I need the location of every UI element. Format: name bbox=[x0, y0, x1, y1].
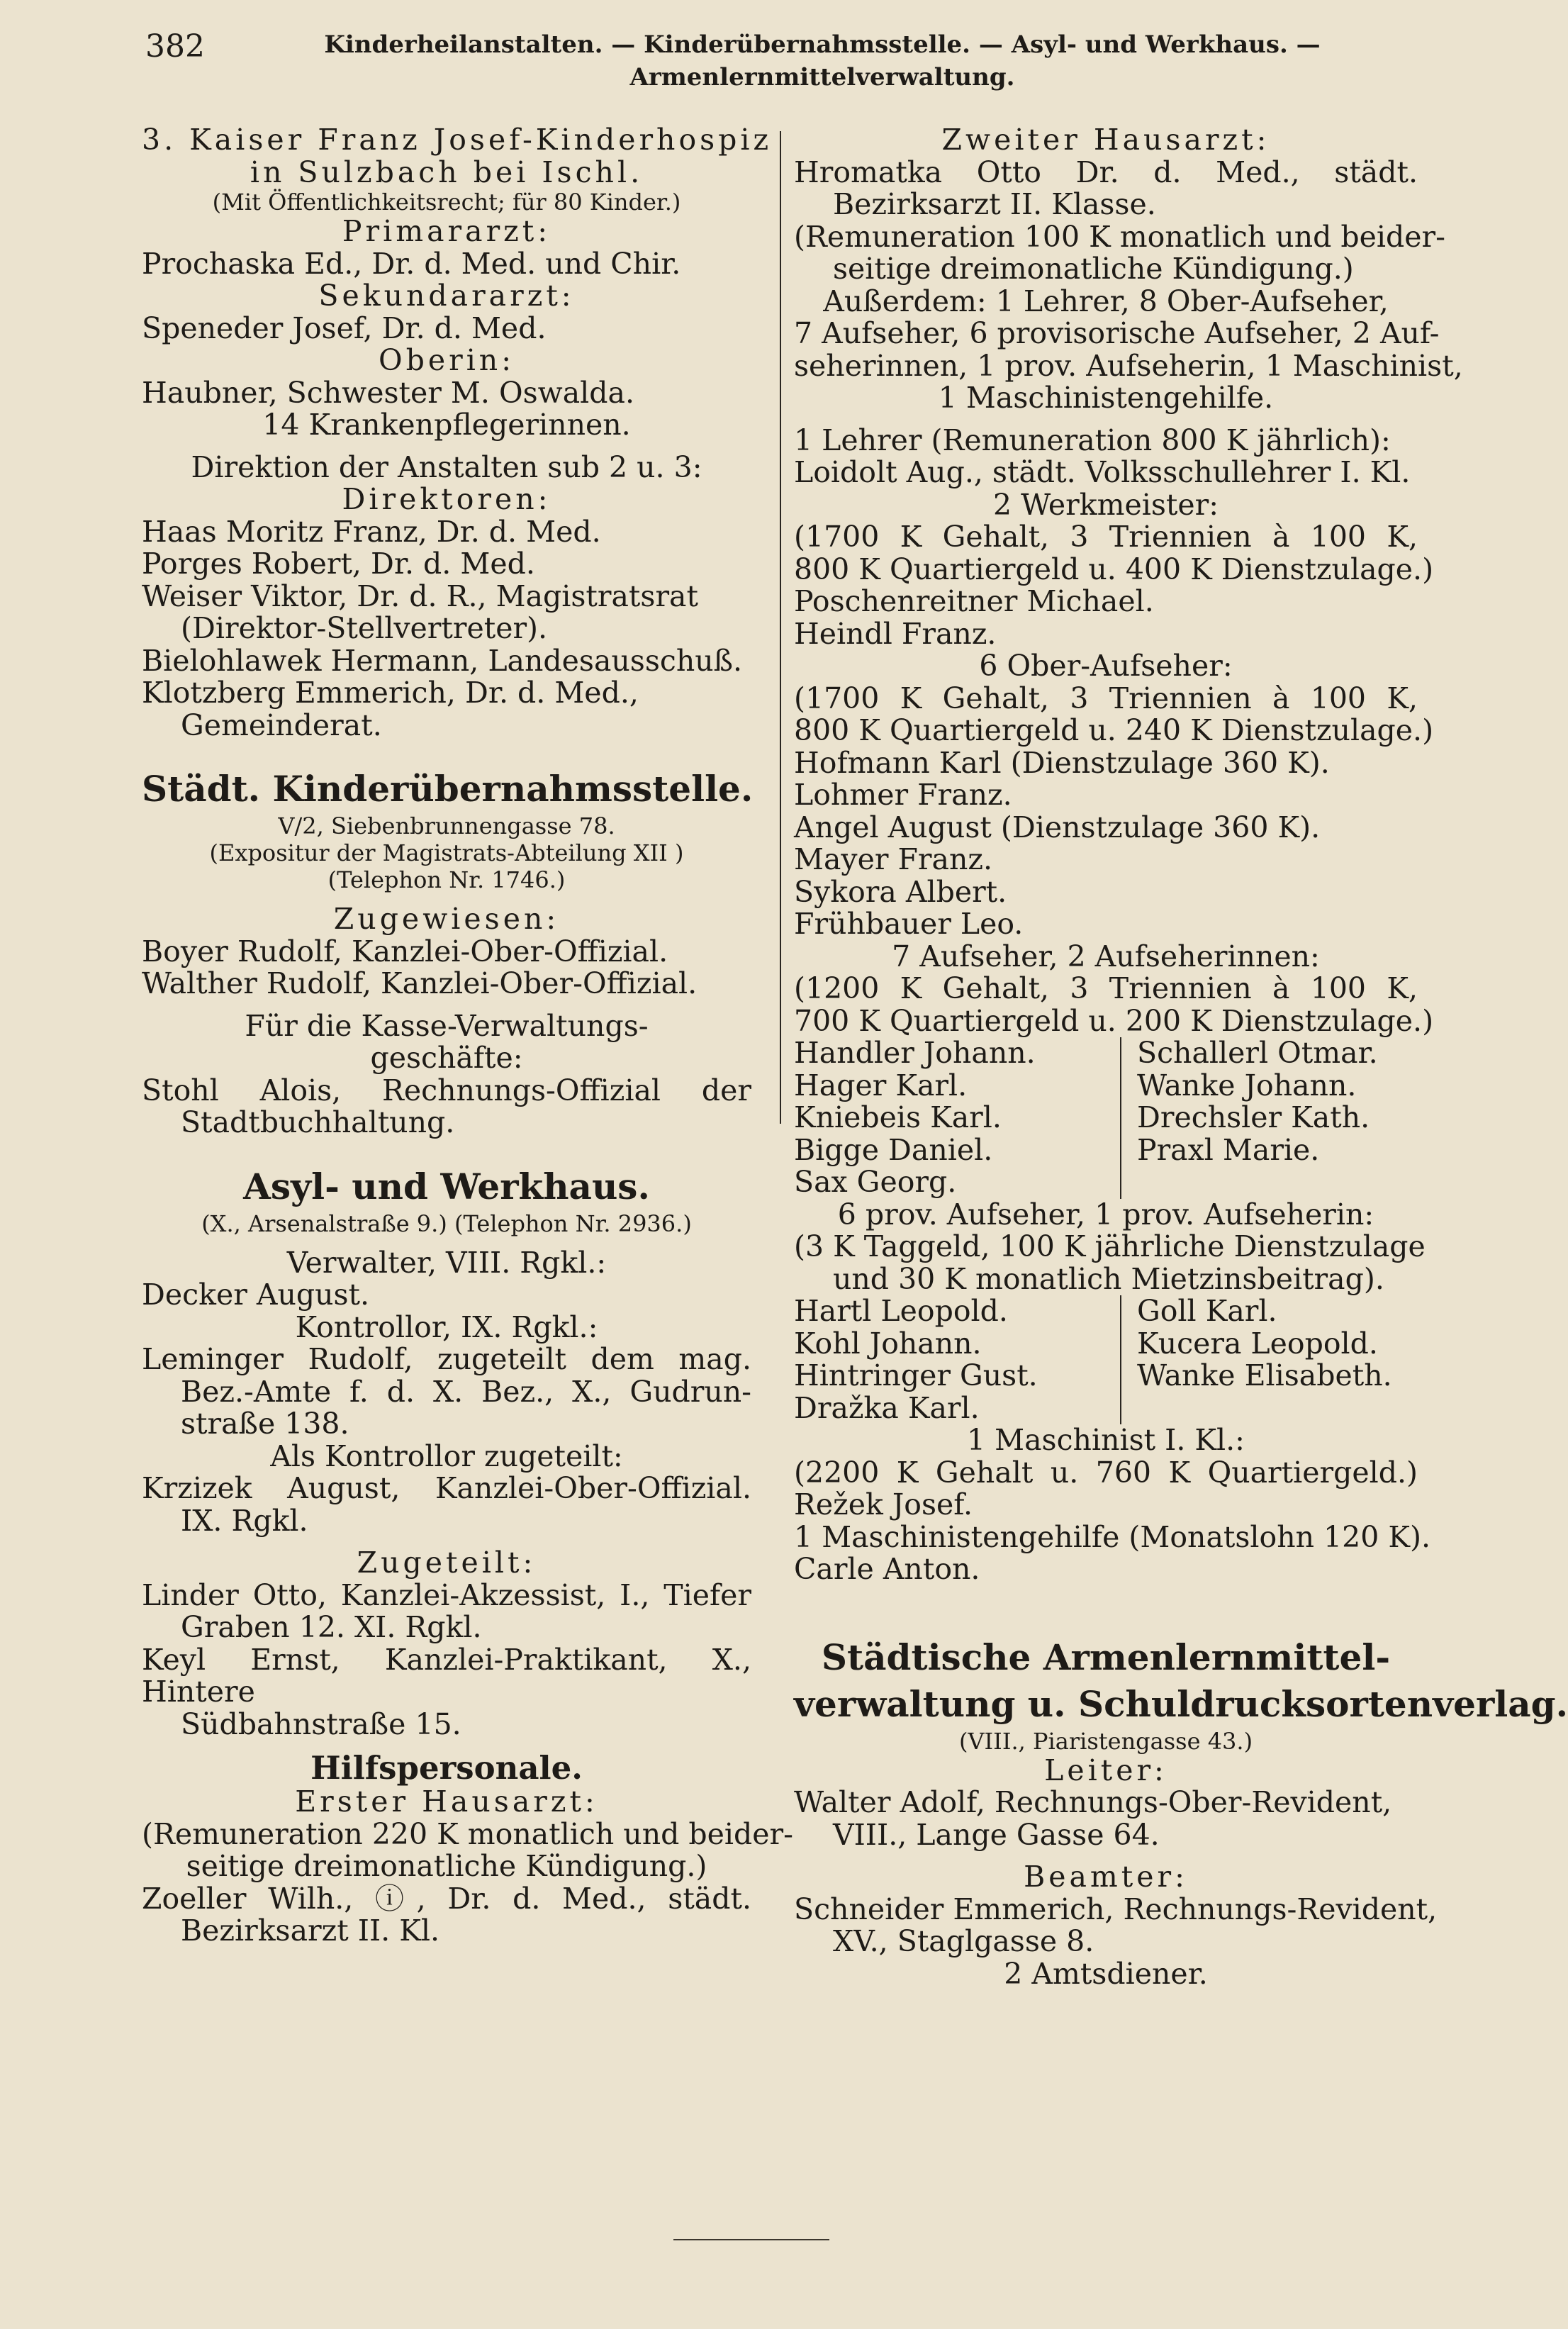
zugeteilt-entry: Linder Otto, Kanzlei-Akzessist, I., Tiefer bbox=[142, 1577, 751, 1612]
running-title-line-1: Kinderheilanstalten. — Kinderübernahmsstelle. — Asyl- und Werkhaus. — bbox=[324, 30, 1321, 59]
footer-rule bbox=[673, 2239, 829, 2240]
director-entry-continued: Gemeinderat. bbox=[181, 708, 382, 742]
werkmeister-salary-2: 800 K Quartiergeld u. 400 K Dienstzulage.) bbox=[794, 552, 1434, 586]
zweiter-remuneration-2: seitige dreimonatliche Kündigung.) bbox=[833, 252, 1354, 286]
zugewiesen-entry: Boyer Rudolf, Kanzlei-Ober-Offizial. bbox=[142, 934, 668, 968]
aufseher-entry: Hager Karl. bbox=[794, 1068, 968, 1102]
erster-hausarzt-entry: Zoeller Wilh., ⓘ, Dr. d. Med., städt. bbox=[142, 1881, 751, 1916]
maschinist-heading: 1 Maschinist I. Kl.: bbox=[967, 1423, 1245, 1457]
maschinistengehilfe-entry: Carle Anton. bbox=[794, 1552, 980, 1586]
als-kontrollor-heading: Als Kontrollor zugeteilt: bbox=[270, 1439, 623, 1473]
pflegerinnen-entry: 14 Krankenpflegerinnen. bbox=[262, 408, 631, 442]
asyl-address: (X., Arsenalstraße 9.) (Telephon Nr. 2936.) bbox=[201, 1210, 692, 1237]
leiter-heading: Leiter: bbox=[1044, 1753, 1167, 1787]
kontrollor-entry-continued: Bez.-Amte f. d. X. Bez., X., Gudrun- bbox=[181, 1374, 751, 1409]
zweiter-hausarzt-entry: Hromatka Otto Dr. d. Med., städt. bbox=[794, 155, 1418, 189]
prov-aufseher-entry: Dražka Karl. bbox=[794, 1390, 980, 1425]
beamter-entry: Schneider Emmerich, Rechnungs-Revident, bbox=[794, 1892, 1438, 1926]
prov-aufseher-entry: Hartl Leopold. bbox=[794, 1294, 1008, 1328]
zugewiesen-entry: Walther Rudolf, Kanzlei-Ober-Offizial. bbox=[142, 966, 698, 1000]
kinder-telephone: (Telephon Nr. 1746.) bbox=[327, 866, 566, 893]
erster-hausarzt-entry-continued: Bezirksarzt II. Kl. bbox=[181, 1914, 439, 1948]
als-kontrollor-entry-continued: IX. Rgkl. bbox=[181, 1503, 308, 1538]
maschinistengehilfe-heading: 1 Maschinistengehilfe (Monatslohn 120 K). bbox=[794, 1519, 1430, 1554]
ober-aufseher-entry: Frühbauer Leo. bbox=[794, 907, 1024, 941]
prov-aufseher-salary-2: und 30 K monatlich Mietzinsbeitrag). bbox=[833, 1261, 1384, 1296]
zweiter-remuneration: (Remuneration 100 K monatlich und beider- bbox=[794, 219, 1445, 254]
sekundararzt-heading: Sekundararzt: bbox=[318, 279, 575, 313]
aufseher-entry: Schallerl Otmar. bbox=[1137, 1036, 1378, 1070]
director-entry-continued: (Direktor-Stellvertreter). bbox=[181, 611, 548, 645]
verwalter-heading: Verwalter, VIII. Rgkl.: bbox=[286, 1245, 607, 1280]
kontrollor-heading: Kontrollor, IX. Rgkl.: bbox=[295, 1309, 598, 1344]
prov-aufseher-entry: Kucera Leopold. bbox=[1137, 1326, 1378, 1361]
ausserdem-line: 1 Maschinistengehilfe. bbox=[938, 381, 1274, 415]
kontrollor-entry: Leminger Rudolf, zugeteilt dem mag. bbox=[142, 1342, 751, 1376]
ober-aufseher-heading: 6 Ober-Aufseher: bbox=[979, 649, 1233, 683]
page-number: 382 bbox=[145, 28, 205, 65]
aufseher-entry: Praxl Marie. bbox=[1137, 1132, 1320, 1167]
ober-aufseher-salary-2: 800 K Quartiergeld u. 240 K Dienstzulage.) bbox=[794, 713, 1434, 747]
werkmeister-heading: 2 Werkmeister: bbox=[992, 487, 1219, 522]
zweiter-hausarzt-entry-continued: Bezirksarzt II. Klasse. bbox=[833, 187, 1156, 221]
hospiz-title-2: in Sulzbach bei Ischl. bbox=[250, 155, 644, 189]
zweiter-hausarzt-heading: Zweiter Hausarzt: bbox=[941, 123, 1270, 157]
leiter-entry: Walter Adolf, Rechnungs-Ober-Revident, bbox=[794, 1785, 1392, 1819]
kasse-entry-continued: Stadtbuchhaltung. bbox=[181, 1105, 455, 1139]
primararzt-heading: Primararzt: bbox=[342, 214, 551, 248]
prov-aufseher-entry: Wanke Elisabeth. bbox=[1137, 1358, 1392, 1392]
aufseher-entry: Wanke Johann. bbox=[1137, 1068, 1357, 1102]
armenlernmittel-section bbox=[794, 1634, 1568, 1991]
prov-aufseher-heading: 6 prov. Aufseher, 1 prov. Aufseherin: bbox=[837, 1197, 1374, 1231]
aufseher-entry: Sax Georg. bbox=[794, 1165, 957, 1199]
als-kontrollor-entry: Krzizek August, Kanzlei-Ober-Offizial. bbox=[142, 1471, 751, 1505]
hospiz-note: (Mit Öffentlichkeitsrecht; für 80 Kinder.) bbox=[212, 189, 681, 216]
zugeteilt-entry-continued: Graben 12. XI. Rgkl. bbox=[181, 1610, 482, 1644]
lehrer-heading: 1 Lehrer (Remuneration 800 K jährlich): bbox=[794, 423, 1391, 457]
leiter-entry-continued: VIII., Lange Gasse 64. bbox=[833, 1817, 1160, 1852]
aufseher-salary-2: 700 K Quartiergeld u. 200 K Dienstzulage.) bbox=[794, 1003, 1434, 1038]
werkmeister-entry: Poschenreitner Michael. bbox=[794, 584, 1154, 618]
lehrer-entry: Loidolt Aug., städt. Volksschullehrer I. Kl. bbox=[794, 455, 1411, 489]
ober-aufseher-entry: Angel August (Dienstzulage 360 K). bbox=[794, 810, 1321, 844]
beamter-entry-continued: XV., Staglgasse 8. bbox=[833, 1924, 1094, 1958]
ausserdem-line: 7 Aufseher, 6 provisorische Aufseher, 2 Auf- bbox=[794, 316, 1440, 350]
verwalter-entry: Decker August. bbox=[142, 1278, 370, 1312]
director-entry: Bielohlawek Hermann, Landesausschuß. bbox=[142, 643, 743, 678]
armenlernmittel-title: Städtische Armenlernmittel- bbox=[821, 1636, 1391, 1678]
kinderuebernahme-section bbox=[142, 766, 754, 1139]
ober-aufseher-entry: Sykora Albert. bbox=[794, 874, 1007, 909]
aufseher-list bbox=[794, 1037, 1418, 1199]
werkmeister-entry: Heindl Franz. bbox=[794, 616, 997, 651]
amtsdiener-entry: 2 Amtsdiener. bbox=[1004, 1956, 1208, 1991]
hospiz-title: 3. Kaiser Franz Josef-Kinderhospiz bbox=[142, 123, 773, 157]
aufseher-entry: Bigge Daniel. bbox=[794, 1132, 993, 1167]
sekundararzt-entry: Speneder Josef, Dr. d. Med. bbox=[142, 311, 547, 345]
director-entry: Haas Moritz Franz, Dr. d. Med. bbox=[142, 514, 601, 549]
erster-hausarzt-heading: Erster Hausarzt: bbox=[295, 1785, 598, 1819]
director-entry: Klotzberg Emmerich, Dr. d. Med., bbox=[142, 676, 639, 710]
right-column bbox=[794, 123, 1568, 1991]
ausserdem-line: Außerdem: 1 Lehrer, 8 Ober-Aufseher, bbox=[823, 284, 1389, 318]
hospiz-section bbox=[142, 123, 773, 742]
primararzt-entry: Prochaska Ed., Dr. d. Med. und Chir. bbox=[142, 246, 681, 281]
kinderuebernahme-title: Städt. Kinderübernahmsstelle. bbox=[142, 768, 754, 810]
kasse-entry: Stohl Alois, Rechnungs-Offizial der bbox=[142, 1073, 751, 1107]
aufseher-heading: 7 Aufseher, 2 Aufseherinnen: bbox=[892, 939, 1320, 973]
werkmeister-salary: (1700 K Gehalt, 3 Triennien à 100 K, bbox=[794, 520, 1418, 554]
asyl-title: Asyl- und Werkhaus. bbox=[243, 1165, 650, 1207]
zugeteilt-entry: Keyl Ernst, Kanzlei-Praktikant, X., Hintere bbox=[142, 1642, 751, 1709]
ober-aufseher-entry: Mayer Franz. bbox=[794, 842, 993, 876]
left-column bbox=[142, 123, 793, 1948]
erster-remuneration: (Remuneration 220 K monatlich und beider- bbox=[142, 1816, 793, 1851]
maschinist-salary: (2200 K Gehalt u. 760 K Quartiergeld.) bbox=[794, 1455, 1418, 1490]
column-divider bbox=[780, 131, 781, 1124]
zugeteilt-heading: Zugeteilt: bbox=[357, 1546, 537, 1580]
director-entry: Porges Robert, Dr. d. Med. bbox=[142, 547, 535, 581]
ausserdem-line: seherinnen, 1 prov. Aufseherin, 1 Maschinist, bbox=[794, 348, 1463, 383]
aufseher-entry: Drechsler Kath. bbox=[1137, 1100, 1370, 1134]
prov-aufseher-entry: Kohl Johann. bbox=[794, 1326, 982, 1361]
ober-aufseher-entry: Lohmer Franz. bbox=[794, 778, 1012, 812]
aufseher-entry: Handler Johann. bbox=[794, 1036, 1036, 1070]
armenlernmittel-title-2: verwaltung u. Schuldrucksortenverlag. bbox=[794, 1682, 1568, 1725]
oberin-heading: Oberin: bbox=[378, 343, 515, 377]
running-title bbox=[323, 28, 1322, 94]
maschinist-entry: Režek Josef. bbox=[794, 1487, 973, 1521]
aufseher-entry: Kniebeis Karl. bbox=[794, 1100, 1002, 1134]
direktoren-heading: Direktoren: bbox=[342, 482, 551, 516]
zugewiesen-heading: Zugewiesen: bbox=[333, 902, 560, 936]
direktion-heading: Direktion der Anstalten sub 2 u. 3: bbox=[191, 449, 702, 484]
asyl-section bbox=[142, 1163, 793, 1948]
oberin-entry: Haubner, Schwester M. Oswalda. bbox=[142, 375, 634, 410]
zugeteilt-entry-continued: Südbahnstraße 15. bbox=[181, 1707, 461, 1741]
kontrollor-entry-continued: straße 138. bbox=[181, 1407, 349, 1441]
prov-aufseher-salary: (3 K Taggeld, 100 K jährliche Dienstzulage bbox=[794, 1229, 1426, 1263]
prov-aufseher-entry: Goll Karl. bbox=[1137, 1294, 1277, 1328]
armenlernmittel-address: (VIII., Piaristengasse 43.) bbox=[958, 1727, 1253, 1755]
ober-aufseher-entry: Hofmann Karl (Dienstzulage 360 K). bbox=[794, 745, 1330, 780]
kasse-heading: Für die Kasse-Verwaltungs- bbox=[245, 1008, 649, 1043]
prov-aufseher-list bbox=[794, 1295, 1418, 1424]
ober-aufseher-salary: (1700 K Gehalt, 3 Triennien à 100 K, bbox=[794, 681, 1418, 715]
erster-remuneration-2: seitige dreimonatliche Kündigung.) bbox=[186, 1849, 707, 1883]
director-entry: Weiser Viktor, Dr. d. R., Magistratsrat bbox=[142, 579, 698, 613]
kasse-heading-2: geschäfte: bbox=[370, 1041, 523, 1075]
hilfspersonale-heading: Hilfspersonale. bbox=[310, 1749, 583, 1787]
running-title-line-2: Armenlernmittelverwaltung. bbox=[629, 63, 1015, 91]
prov-aufseher-entry: Hintringer Gust. bbox=[794, 1358, 1038, 1392]
kinder-expositur: (Expositur der Magistrats-Abteilung XII ) bbox=[209, 839, 684, 866]
kinder-address: V/2, Siebenbrunnengasse 78. bbox=[278, 812, 615, 839]
aufseher-salary: (1200 K Gehalt, 3 Triennien à 100 K, bbox=[794, 971, 1418, 1005]
beamter-heading: Beamter: bbox=[1024, 1860, 1188, 1894]
